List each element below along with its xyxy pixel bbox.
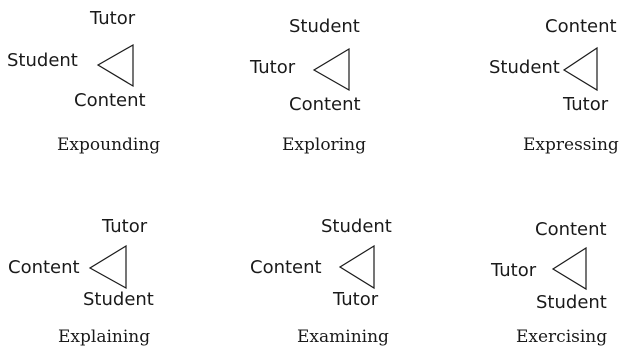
- top-vertex-label: Tutor: [102, 216, 148, 237]
- top-vertex-label: Student: [289, 16, 360, 37]
- left-vertex-label: Tutor: [491, 260, 537, 281]
- diagram-caption: Exercising: [516, 327, 608, 347]
- bottom-vertex-label: Student: [83, 289, 154, 310]
- triangle-icon: [551, 247, 591, 291]
- left-vertex-label: Student: [489, 57, 560, 78]
- bottom-vertex-label: Content: [74, 90, 146, 111]
- left-vertex-label: Student: [7, 50, 78, 71]
- top-vertex-label: Student: [321, 216, 392, 237]
- bottom-vertex-label: Content: [289, 94, 361, 115]
- bottom-vertex-label: Tutor: [333, 289, 379, 310]
- triangle-icon: [338, 245, 378, 289]
- left-vertex-label: Tutor: [250, 57, 296, 78]
- left-vertex-label: Content: [8, 257, 80, 278]
- diagram-caption: Exploring: [282, 135, 366, 155]
- triangle-icon: [88, 245, 128, 289]
- triangle-icon: [94, 44, 134, 88]
- bottom-vertex-label: Tutor: [563, 94, 609, 115]
- top-vertex-label: Tutor: [90, 8, 136, 29]
- diagram-caption: Explaining: [58, 327, 151, 347]
- diagram-caption: Expressing: [523, 135, 619, 155]
- triangle-icon: [313, 48, 353, 92]
- bottom-vertex-label: Student: [536, 292, 607, 313]
- diagram-caption: Expounding: [57, 135, 161, 155]
- top-vertex-label: Content: [545, 16, 617, 37]
- triangle-icon: [561, 47, 601, 91]
- left-vertex-label: Content: [250, 257, 322, 278]
- top-vertex-label: Content: [535, 219, 607, 240]
- diagram-caption: Examining: [297, 327, 389, 347]
